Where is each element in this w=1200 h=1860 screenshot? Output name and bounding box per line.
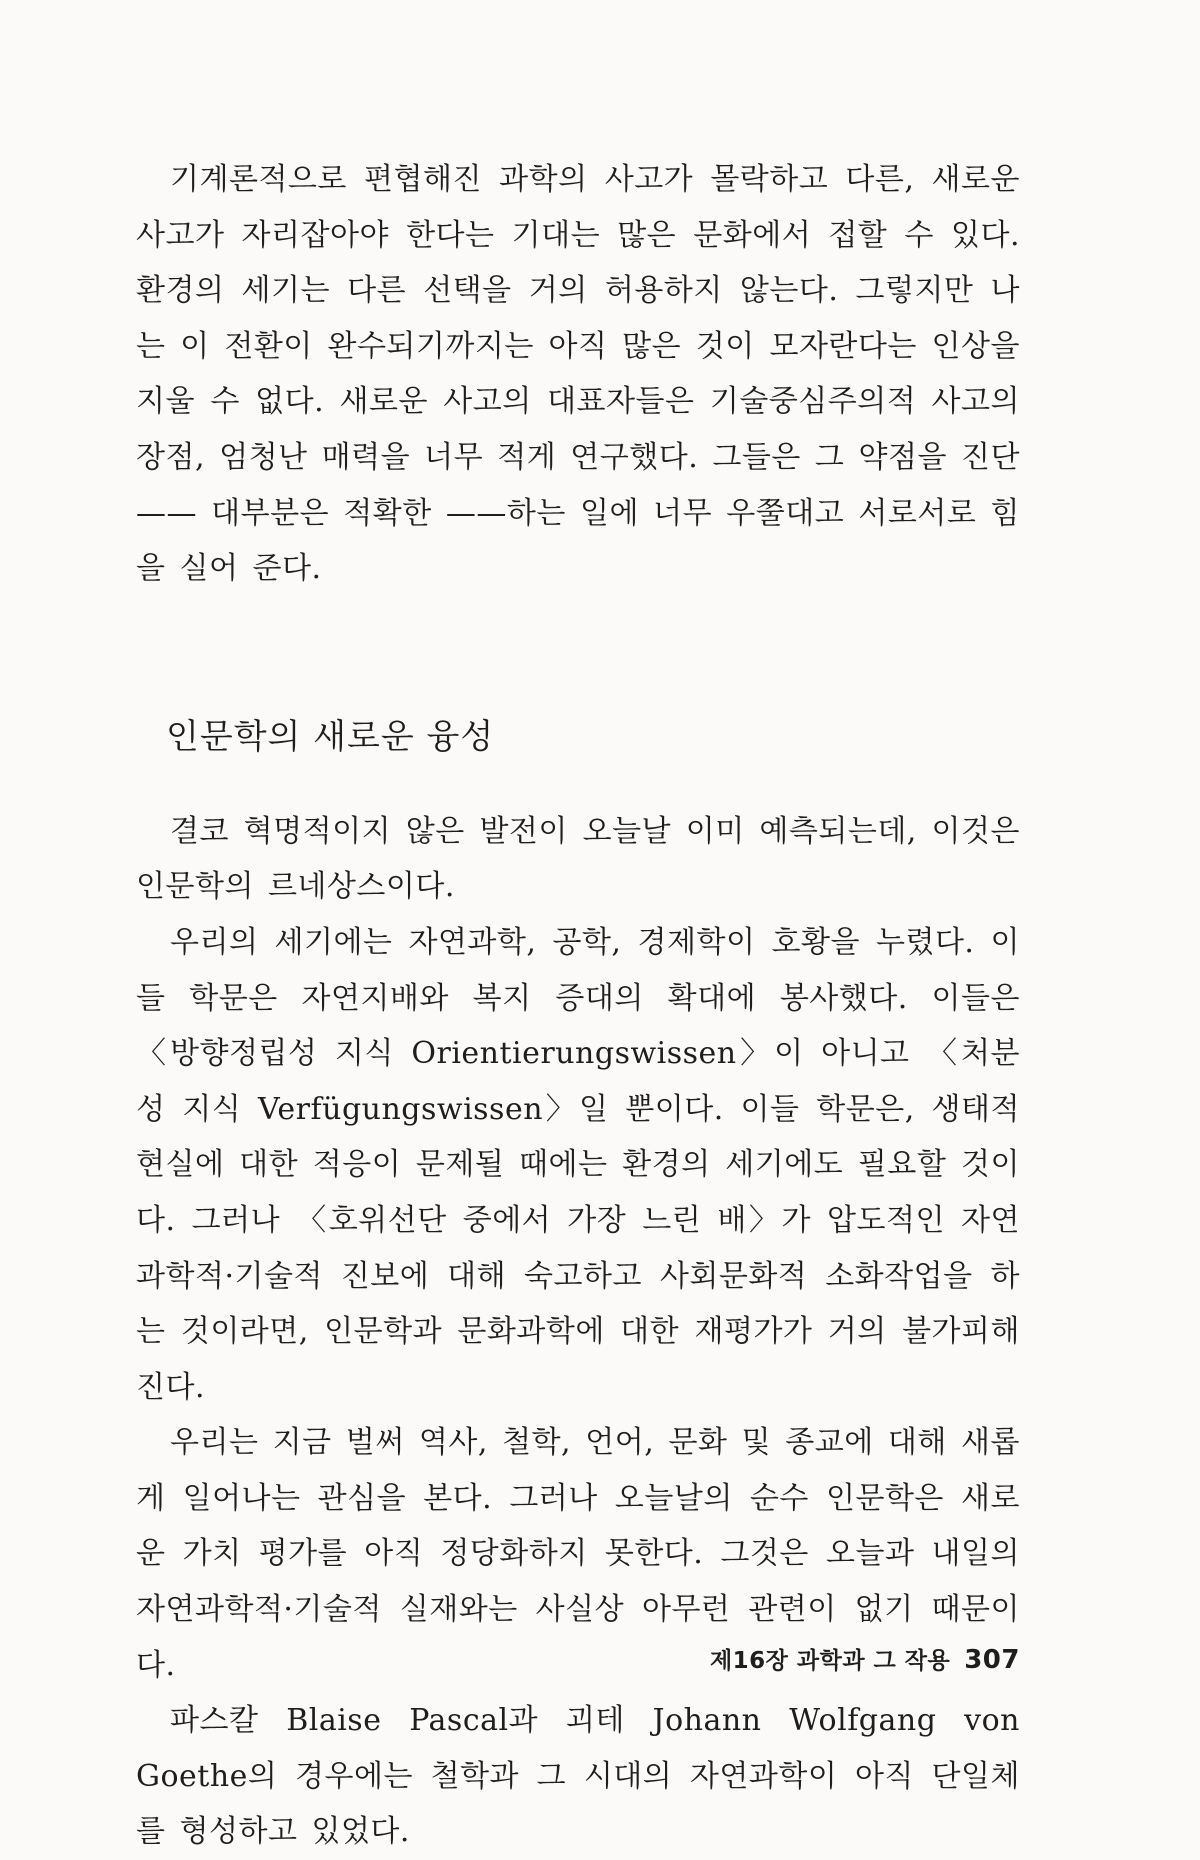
page-body [136,152,1020,1860]
section-title: 인문학의 새로운 융성 [166,716,495,757]
paragraph: 파스칼 Blaise Pascal과 괴테 Johann Wolfgang von Goethe의 경우에는 철학과 그 시대의 자연과학이 아직 단일체를 형성하고 있었다. [136,1703,1020,1850]
section-heading-wrap [136,712,1020,762]
paragraph-intro: 기계론적으로 편협해진 과학의 사고가 몰락하고 다른, 새로운 사고가 자리잡아야 한다는 기대는 많은 문화에서 접할 수 있다. 환경의 세기는 다른 선택을 거의 허용하지 않는다. 그렇지만 나는 이 전환이 완수되기까지는 아직 많은 것이 모자란다는 인상을 지울 수 없다. 새로운 사고의 대표자들은 기술중심주의적 사고의 장점, 엄청난 매력을 너무 적게 연구했다. 그들은 그 약점을 진단—— 대부분은 적확한 ——하는 일에 너무 우쭐대고 서로서로 힘을 실어 준다. [136,162,1020,587]
running-head: 제16장 과학과 그 작용 [709,1648,951,1674]
page-footer [710,1642,1020,1675]
paragraph: 결코 혁명적이지 않은 발전이 오늘날 이미 예측되는데, 이것은 인문학의 르네상스이다. [136,813,1020,905]
page-number: 307 [964,1645,1020,1675]
paragraph: 우리의 세기에는 자연과학, 공학, 경제학이 호황을 누렸다. 이들 학문은 자연지배와 복지 증대의 확대에 봉사했다. 이들은 〈방향정립성 지식 Orientierungswissen〉이 아니고 〈처분성 지식 Verfügungswissen〉일 뿐이다. 이들 학문은, 생태적 현실에 대한 적응이 문제될 때에는 환경의 세기에도 필요할 것이다. 그러나 〈호위선단 중에서 가장 느린 배〉가 압도적인 자연과학적·기술적 진보에 대해 숙고하고 사회문화적 소화작업을 하는 것이라면, 인문학과 문화과학에 대한 재평가가 거의 불가피해진다. [136,924,1020,1405]
paragraph: 우리는 지금 벌써 역사, 철학, 언어, 문화 및 종교에 대해 새롭게 일어나는 관심을 본다. 그러나 오늘날의 순수 인문학은 새로운 가치 평가를 아직 정당화하지 못한다. 그것은 오늘과 내일의 자연과학적·기술적 실재와는 사실상 아무런 관련이 없기 때문이다. [136,1425,1020,1683]
